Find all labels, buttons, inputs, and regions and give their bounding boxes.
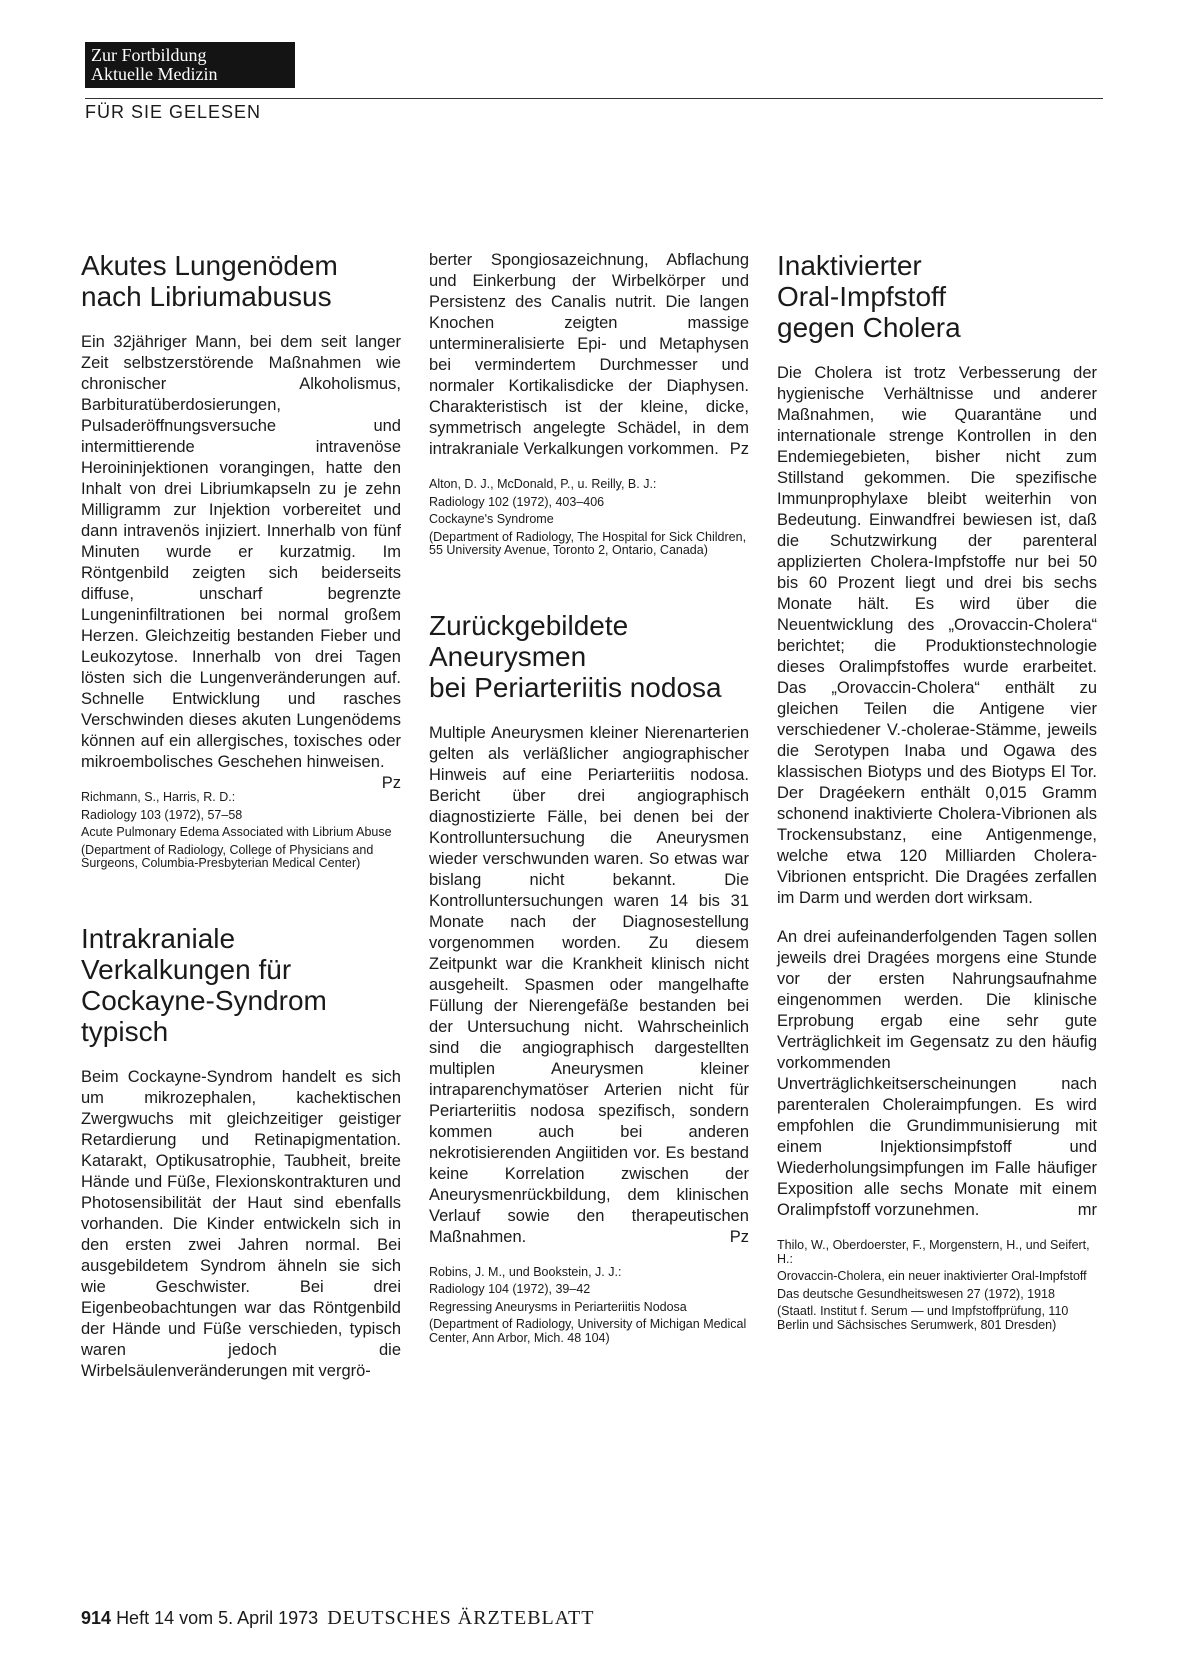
section-label: FÜR SIE GELESEN [85, 102, 262, 122]
page-footer [81, 1607, 594, 1630]
reference-line: Radiology 102 (1972), 403–406 [429, 494, 605, 509]
article-1-references [81, 791, 401, 871]
article-2-sign: Pz [729, 440, 749, 458]
reference-line: Acute Pulmonary Edema Associated with Librium Abuse [81, 825, 392, 839]
article-4-sign: mr [1077, 1201, 1097, 1219]
header-rule [85, 98, 1103, 99]
reference-line: Cockayne's Syndrome [429, 512, 554, 526]
article-1-sign: Pz [381, 774, 401, 792]
article-3-references [429, 1266, 749, 1346]
issue-info: Heft 14 vom 5. April 1973 [116, 1608, 319, 1628]
rubric-line-2: Aktuelle Medizin [91, 64, 218, 84]
article-4-body-2: An drei aufeinanderfolgenden Tagen sollen jeweils drei Dragées morgens eine Stunde vor der ersten Nahrungsaufnahme eingenommen werden. Die klinische Erprobung ergab eine sehr gute Verträglichkeit im Gegensatz zu den häufig vorkommenden Unverträglichkeitserscheinungen nach parenteralen Choleraimpfungen. Es wird empfohlen die Grundimmunisierung mit einem Injektionsimpfstoff und Wiederholungsimpfungen im Falle häufiger Exposition alle sechs Monate mit einem Oralimpfstoff vorzunehmen. mr [777, 928, 1097, 1219]
reference-line: (Department of Radiology, University of Michigan Medical Center, Ann Arbor, Mich. 48 104) [429, 1317, 747, 1345]
article-1-title: Akutes Lungenödem nach Libriumabusus [81, 250, 338, 312]
reference-line: Thilo, W., Oberdoerster, F., Morgenstern, H., und Seifert, H.: [777, 1238, 1090, 1266]
reference-line: Robins, J. M., und Bookstein, J. J.: [429, 1264, 622, 1279]
column-1 [81, 250, 401, 1400]
reference-line: Das deutsche Gesundheitswesen 27 (1972), 1918 [777, 1286, 1055, 1301]
article-3-sign: Pz [729, 1227, 749, 1246]
rubric-box [85, 42, 295, 88]
article-4-title: Inaktivierter Oral-Impfstoff gegen Cholera [777, 250, 961, 343]
article-2-body-part-1: Beim Cockayne-Syndrom handelt es sich um mikrozephalen, kachektischen Zwergwuchs mit gleichzeitiger geistiger Retardierung und Retinapigmentation. Katarakt, Optikusatrophie, Taubheit, breite Hände und Füße, Flexionskontrakturen und Photosensibilität der Haut sind ebenfalls vorhanden. Die Kinder entwickeln sich in den ersten zwei Jahren normal. Bei ausgebildetem Syndrom ähneln sie sich wie Geschwister. Bei drei Eigenbeobachtungen war das Röntgenbild der Hände und Füße verschieden, typisch waren jedoch die Wirbelsäulenveränderungen mit vergrö- [81, 1067, 401, 1380]
page-number: 914 [81, 1608, 112, 1628]
article-4-references [777, 1239, 1097, 1332]
rubric-line-1: Zur Fortbildung [91, 45, 207, 65]
journal-name: DEUTSCHES ÄRZTEBLATT [327, 1607, 595, 1629]
reference-line: (Staatl. Institut f. Serum — und Impfstoffprüfung, 110 Berlin und Sächsisches Serumwerk, 801 Dresden) [777, 1304, 1069, 1332]
reference-line: Orovaccin-Cholera, ein neuer inaktivierter Oral-Impfstoff [777, 1269, 1087, 1283]
reference-line: Radiology 103 (1972), 57–58 [81, 807, 243, 822]
reference-line: (Department of Radiology, College of Physicians and Surgeons, Columbia-Presbyterian Medical Center) [81, 842, 374, 870]
column-2 [429, 250, 749, 1397]
article-2-body-part-2: berter Spongiosazeichnung, Abflachung und Einkerbung der Wirbelkörper und Persistenz des Canalis nutrit. Die langen Knochen zeigten massige untermineralisierte Epi- und Metaphysen bei vermindertem Durchmesser und normaler Kortikalisdicke der Diaphysen. Charakteristisch ist der kleine, dicke, symmetrisch angelegte Schädel, in dem intrakraniale Verkalkungen vorkommen. Pz [429, 251, 749, 458]
article-2-title: Intrakraniale Verkalkungen für Cockayne-Syndrom typisch [81, 922, 327, 1047]
reference-line: Radiology 104 (1972), 39–42 [429, 1282, 591, 1296]
reference-line: Regressing Aneurysms in Periarteriitis Nodosa [429, 1299, 687, 1314]
article-2-references [429, 478, 749, 558]
article-1-body: Ein 32jähriger Mann, bei dem seit langer Zeit selbstzerstörende Maßnahmen wie chronischer Alkoholismus, Barbituratüberdosierungen, Pulsaderöffnungsversuche und intermittierende intravenöse Heroininjektionen vorangingen, hatte den Inhalt von drei Libriumkapseln zu je zehn Milligramm zur Injektion vorbereitet und dann intravenös injiziert. Innerhalb von fünf Minuten wurde er kurzatmig. Im Röntgenbild zeigten sich beiderseits diffuse, unscharf begrenzte Lungeninfiltrationen bei normal großem Herzen. Gleichzeitig bestanden Fieber und Leukozytose. Innerhalb von drei Tagen lösten sich die Lungenveränderungen auf. Schnelle Entwicklung und rasches Verschwinden dieses akuten Lungenödems können auf ein allergisches, toxisches oder mikroembolisches Geschehen hinweisen. Pz [81, 333, 401, 792]
article-3-body: Multiple Aneurysmen kleiner Nierenarterien gelten als verläßlicher angiographischer Hinweis auf eine Periarteriitis nodosa. Bericht über drei angiographisch diagnostizierte Fälle, bei denen bei der Kontrolluntersuchung die Aneurysmen wieder verschwunden waren. So etwas war bislang nicht bekannt. Die Kontrolluntersuchungen waren 14 bis 31 Monate nach der Diagnosestellung vorgenommen worden. Zu diesem Zeitpunkt war die Krankheit klinisch nicht ausgeheilt. Spasmen oder mangelhafte Füllung der Nierengefäße bestanden bei der Untersuchung nicht. Wahrscheinlich sind die angiographisch dargestellten multiplen Aneurysmen kleiner intraparenchymatöser Arterien nicht für Periarteriitis nodosa spezifisch, sondern kommen auch bei anderen nekrotisierenden Angiitiden vor. Es bestand keine Korrelation zwischen der Aneurysmenrückbildung, dem klinischen Verlauf sowie den therapeutischen Maßnahmen. Pz [429, 723, 749, 1246]
reference-line: Alton, D. J., McDonald, P., u. Reilly, B. J.: [429, 477, 657, 491]
article-3-title: Zurückgebildete Aneurysmen bei Periarteriitis nodosa [429, 609, 722, 703]
column-3 [777, 250, 1097, 1384]
article-4-body-1: Die Cholera ist trotz Verbesserung der hygienische Verhältnisse und anderer Maßnahmen, wie Quarantäne und internationale strenge Kontrollen in den Endemiegebieten, bisher nicht zum Stillstand gekommen. Die spezifische Immunprophylaxe bleibt weiterhin von Bedeutung. Einwandfrei bewiesen ist, daß die Schutzwirkung der parenteral applizierten Cholera-Impfstoffe nur bei 50 bis 60 Prozent liegt und drei bis sechs Monate hält. Es wird über die Neuentwicklung des „Orovaccin-Cholera“ berichtet; die Produktionstechnologie dieses Oralimpfstoffes wurde erarbeitet. Das „Orovaccin-Cholera“ enthält zu gleichen Teilen die Antigene vier verschiedener V.-cholerae-Stämme, jeweils die Serotypen Inaba und Ogawa des klassischen Biotyps und des Biotyps El Tor. Der Dragéekern enthält 0,015 Gramm schonend inaktivierte Cholera-Vibrionen als Trockensubstanz, eine Antigenmenge, welche etwa 120 Milliarden Cholera-Vibrionen entspricht. Die Dragées zerfallen im Darm und werden dort wirksam. [777, 364, 1097, 907]
reference-line: (Department of Radiology, The Hospital for Sick Children, 55 University Avenue, Toronto 2, Ontario, Canada) [429, 529, 747, 557]
reference-line: Richmann, S., Harris, R. D.: [81, 790, 236, 804]
